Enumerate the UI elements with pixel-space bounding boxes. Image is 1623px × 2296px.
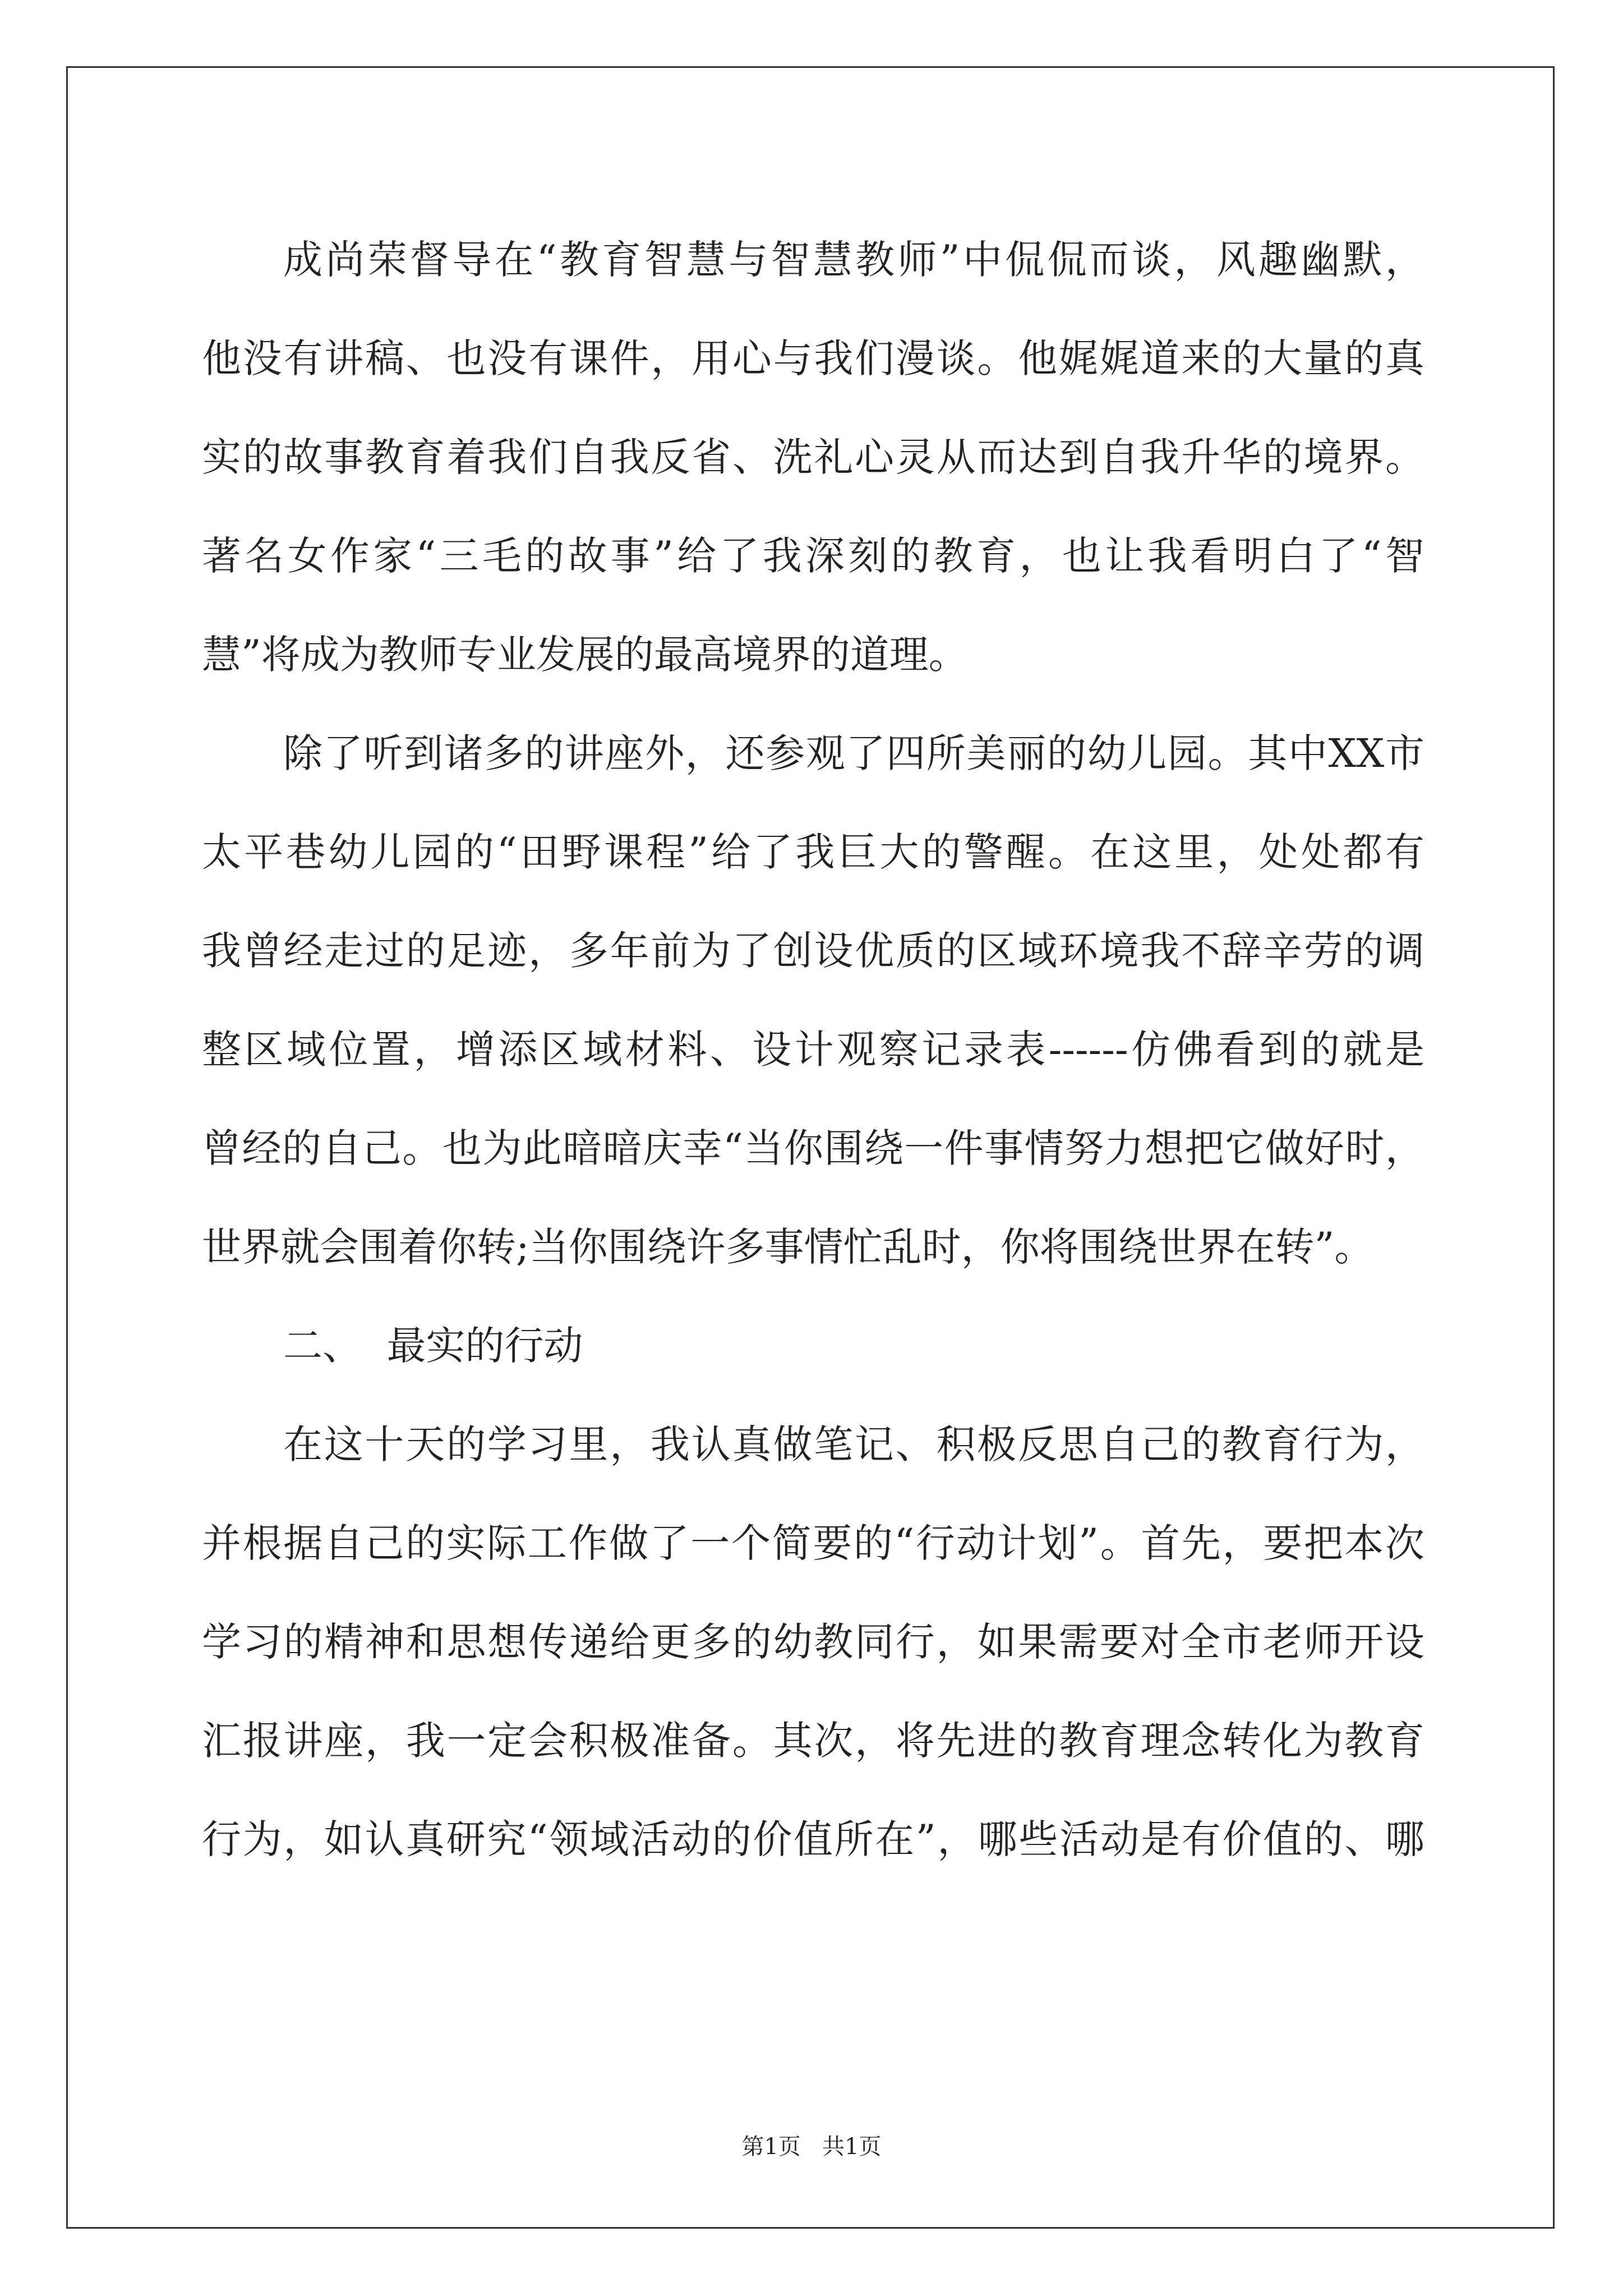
paragraph-1-line-2: 他没有讲稿、也没有课件，用心与我们漫谈。他娓娓道来的大量的真 [202, 335, 1424, 381]
paragraph-3-line-3: 学习的精神和思想传递给更多的幼教同行，如果需要对全市老师开设 [202, 1619, 1424, 1665]
paragraph-3-line-4: 汇报讲座，我一定会积极准备。其次，将先进的教育理念转化为教育 [202, 1718, 1424, 1764]
paragraph-3-line-2: 并根据自己的实际工作做了一个简要的“行动计划”。首先，要把本次 [202, 1520, 1424, 1566]
paragraph-3-line-1: 在这十天的学习里，我认真做笔记、积极反思自己的教育行为， [283, 1421, 1424, 1467]
paragraph-2-line-1: 除了听到诸多的讲座外，还参观了四所美丽的幼儿园。其中XX市 [283, 730, 1424, 776]
paragraph-2-line-4: 整区域位置，增添区域材料、设计观察记录表------仿佛看到的就是 [202, 1027, 1424, 1073]
section-heading: 二、 最实的行动 [283, 1323, 583, 1369]
paragraph-1-line-5: 慧”将成为教师专业发展的最高境界的道理。 [202, 632, 968, 678]
paragraph-1-line-4: 著名女作家“三毛的故事”给了我深刻的教育，也让我看明白了“智 [202, 533, 1424, 579]
document-body [202, 210, 1424, 1889]
paragraph-2-line-2: 太平巷幼儿园的“田野课程”给了我巨大的警醒。在这里，处处都有 [202, 829, 1424, 875]
page-number-footer: 第1页 共1页 [741, 2134, 882, 2160]
paragraph-1-line-3: 实的故事教育着我们自我反省、洗礼心灵从而达到自我升华的境界。 [202, 434, 1424, 480]
paragraph-2-line-6: 世界就会围着你转;当你围绕许多事情忙乱时，你将围绕世界在转”。 [202, 1224, 1374, 1270]
paragraph-2-line-5: 曾经的自己。也为此暗暗庆幸“当你围绕一件事情努力想把它做好时， [202, 1125, 1424, 1171]
paragraph-1-line-1: 成尚荣督导在“教育智慧与智慧教师”中侃侃而谈，风趣幽默， [283, 237, 1424, 283]
paragraph-3-line-5: 行为，如认真研究“领域活动的价值所在”，哪些活动是有价值的、哪 [202, 1816, 1424, 1862]
paragraph-2-line-3: 我曾经走过的足迹，多年前为了创设优质的区域环境我不辞辛劳的调 [202, 928, 1424, 974]
